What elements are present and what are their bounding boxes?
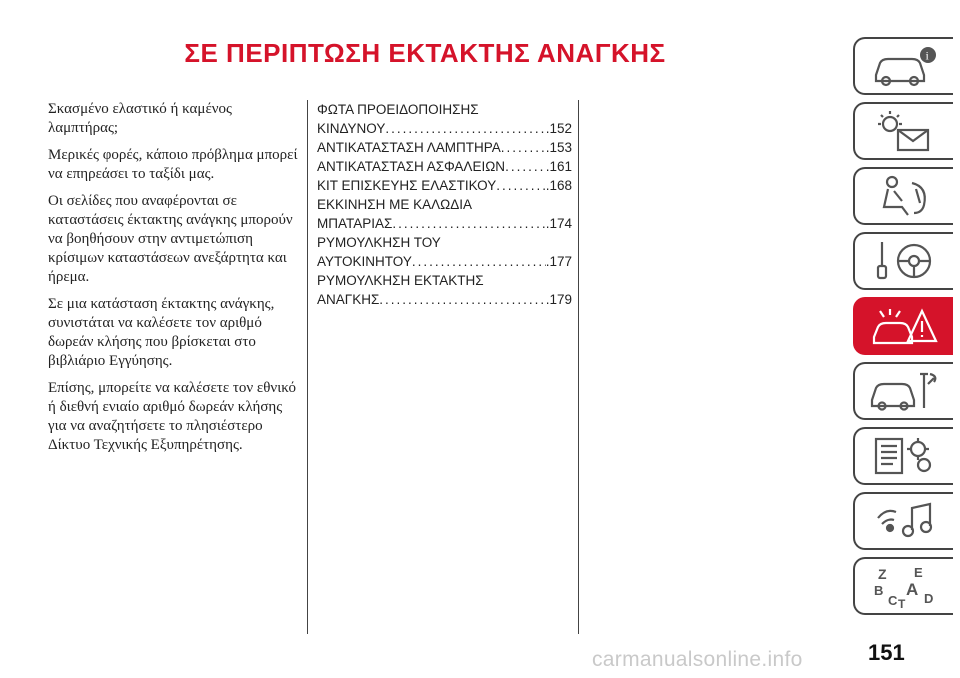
paragraph: Σκασμένο ελαστικό ή καμένος λαμπτήρας; — [48, 101, 232, 136]
toc-entry-title: ΑΝΤΙΚΑΤΑΣΤΑΣΗ ΛΑΜΠΤΗΡΑ — [317, 140, 501, 155]
toc-entry-title: ΚΙΝΔΥΝΟΥ — [317, 121, 386, 136]
toc-page-number: .153 — [545, 140, 572, 155]
tab-multimedia[interactable] — [853, 492, 953, 550]
toc-entry-towing-vehicle[interactable] — [317, 233, 572, 271]
svg-text:i: i — [925, 48, 929, 63]
tab-warning-lights[interactable] — [853, 102, 953, 160]
paragraph: Μερικές φορές, κάποιο πρόβλημα μπορεί να επηρεάσει το ταξίδι μας. — [48, 147, 298, 182]
multimedia-music-icon — [868, 498, 940, 544]
index-letter: C — [888, 593, 898, 608]
toc-entry-title: ΑΝΑΓΚΗΣ — [317, 292, 380, 307]
index-letter: B — [874, 583, 884, 598]
key-steering-wheel-icon — [868, 238, 940, 284]
seat-airbag-icon — [868, 173, 940, 219]
leader-dots — [496, 176, 545, 195]
toc-entry-emergency-towing[interactable] — [317, 271, 572, 309]
car-info-icon — [868, 43, 940, 89]
toc-entry-title: ΦΩΤΑ ΠΡΟΕΙΔΟΠΟΙΗΣΗΣ — [317, 102, 479, 117]
leader-dots — [379, 290, 545, 309]
toc-entry-title: ΑΝΤΙΚΑΤΑΣΤΑΣΗ ΑΣΦΑΛΕΙΩΝ — [317, 159, 506, 174]
tab-car-info[interactable] — [853, 37, 953, 95]
toc-entry-title: ΑΥΤΟΚΙΝΗΤΟΥ — [317, 254, 412, 269]
page-number: 151 — [868, 640, 905, 665]
index-letter: Z — [878, 566, 887, 582]
tab-starting-driving[interactable] — [853, 232, 953, 290]
page-title: ΣΕ ΠΕΡΙΠΤΩΣΗ ΕΚΤΑΚΤΗΣ ΑΝΑΓΚΗΣ — [184, 38, 666, 68]
toc-entry-jump-starting[interactable] — [317, 195, 572, 233]
alphabetical-index-icon — [868, 563, 940, 609]
paragraph: Οι σελίδες που αναφέρονται σε καταστάσεις έκτακτης ανάγκης μπορούν να βοηθήσουν στην αντιμετώπιση κρίσιμων καταστάσεων ανεξάρτητα και ήρεμα. — [48, 193, 293, 285]
column-divider — [307, 100, 308, 634]
paragraph: Σε μια κατάσταση έκτακτης ανάγκης, συνιστάται να καλέσετε τον αριθμό δωρεάν κλήσης που βρίσκεται στο βιβλιάριο Εγγύησης. — [48, 296, 275, 369]
index-letter: D — [924, 591, 934, 606]
column-divider — [578, 100, 579, 634]
tab-safety[interactable] — [853, 167, 953, 225]
intro-text — [48, 100, 298, 463]
car-service-tools-icon — [868, 368, 940, 414]
toc-entry-tyre-repair-kit[interactable] — [317, 176, 572, 195]
toc-entry-title: ΡΥΜΟΥΛΚΗΣΗ ΤΟΥ — [317, 235, 441, 250]
tab-index[interactable] — [853, 557, 953, 615]
index-letter: T — [898, 597, 906, 609]
table-of-contents — [317, 100, 572, 309]
toc-entry-title: ΚΙΤ ΕΠΙΣΚΕΥΗΣ ΕΛΑΣΤΙΚΟΥ — [317, 178, 497, 193]
toc-entry-title: ΡΥΜΟΥΛΚΗΣΗ ΕΚΤΑΚΤΗΣ — [317, 273, 484, 288]
toc-entry-title: ΜΠΑΤΑΡΙΑΣ — [317, 216, 393, 231]
tab-maintenance[interactable] — [853, 362, 953, 420]
tab-technical-data[interactable] — [853, 427, 953, 485]
index-letter: E — [914, 565, 923, 580]
toc-page-number: .168 — [545, 178, 572, 193]
toc-page-number: .152 — [545, 121, 572, 136]
toc-page-number: .161 — [545, 159, 572, 174]
specifications-gears-icon — [868, 433, 940, 479]
leader-dots — [392, 214, 545, 233]
toc-page-number: .177 — [545, 254, 572, 269]
leader-dots — [501, 138, 546, 157]
leader-dots — [412, 252, 546, 271]
index-letter: A — [906, 580, 919, 599]
chapter-tabs — [853, 37, 960, 622]
leader-dots — [385, 119, 545, 138]
paragraph: Επίσης, μπορείτε να καλέσετε τον εθνικό ή διεθνή ενιαίο αριθμό δωρεάν κλήσης για να αναζητήσετε το πλησιέστερο Δίκτυο Τεχνικής Εξυπηρέτησης. — [48, 380, 296, 453]
leader-dots — [505, 157, 546, 176]
breakdown-warning-icon — [868, 303, 940, 349]
toc-entry-warning-lights[interactable] — [317, 100, 572, 138]
toc-entry-bulb-replacement[interactable] — [317, 138, 572, 157]
warning-lights-mail-icon — [868, 108, 940, 154]
tab-emergency[interactable] — [853, 297, 953, 355]
watermark: carmanualsonline.info — [592, 648, 803, 671]
toc-entry-title: ΕΚΚΙΝΗΣΗ ΜΕ ΚΑΛΩΔΙΑ — [317, 197, 472, 212]
toc-entry-fuse-replacement[interactable] — [317, 157, 572, 176]
toc-page-number: .174 — [545, 216, 572, 231]
toc-page-number: .179 — [545, 292, 572, 307]
